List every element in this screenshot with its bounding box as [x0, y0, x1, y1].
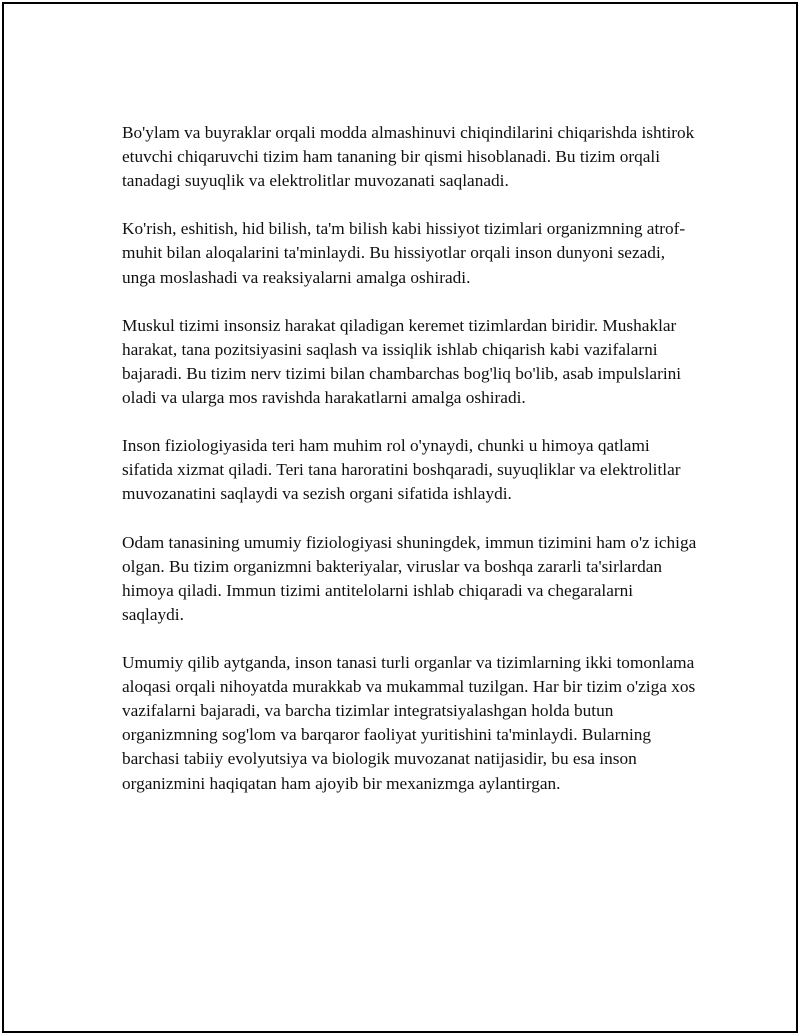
paragraph-conclusion: Umumiy qilib aytganda, inson tanasi turli organlar va tizimlarning ikki tomonlama aloqasi orqali nihoyatda murakkab va mukammal tuzilgan. Har bir tizim o'ziga xos vazifalarni bajaradi, va barcha tizimlar integratsiyalashgan holda butun organizmning sog'lom va barqaror faoliyat yuritishini ta'minlaydi. Bularning barchasi tabiiy evolyutsiya va biologik muvozanat natijasidir, bu esa inson organizmini haqiqatan ham ajoyib bir mexanizmga aylantirgan.: [122, 653, 696, 793]
paragraph-excretory-system: Bo'ylam va buyraklar orqali modda almashinuvi chiqindilarini chiqarishda ishtirok etuvchi chiqaruvchi tizim ham tananing bir qismi hisoblanadi. Bu tizim orqali tanadagi suyuqlik va elektrolitlar muvozanati saqlanadi.: [122, 123, 695, 191]
page-border: [2, 2, 798, 1033]
paragraph-muscular-system: Muskul tizimi insonsiz harakat qiladigan keremet tizimlardan biridir. Mushaklar harakat, tana pozitsiyasini saqlash va issiqlik ishlab chiqarish kabi vazifalarni bajaradi. Bu tizim nerv tizimi bilan chambarchas bog'liq bo'lib, asab impulslarini oladi va ularga mos ravishda harakatlarni amalga oshiradi.: [122, 315, 682, 408]
paragraph-skin: Inson fiziologiyasida teri ham muhim rol o'ynaydi, chunki u himoya qatlami sifatida xizmat qiladi. Teri tana haroratini boshqaradi, suyuqliklar va elektrolitlar muvozanatini saqlaydi va sezish organi sifatida ishlaydi.: [122, 436, 681, 504]
document-body: [122, 121, 697, 796]
paragraph-sensory-systems: Ko'rish, eshitish, hid bilish, ta'm bilish kabi hissiyot tizimlari organizmning atrof-muhit bilan aloqalarini ta'minlaydi. Bu hissiyotlar orqali inson dunyoni sezadi, unga moslashadi va reaksiyalarni amalga oshiradi.: [122, 219, 686, 287]
paragraph-immune-system: Odam tanasining umumiy fiziologiyasi shuningdek, immun tizimini ham o'z ichiga olgan. Bu tizim organizmni bakteriyalar, viruslar va boshqa zararli ta'sirlardan himoya qiladi. Immun tizimi antitelolarni ishlab chiqaradi va chegaralarni saqlaydi.: [122, 532, 697, 624]
